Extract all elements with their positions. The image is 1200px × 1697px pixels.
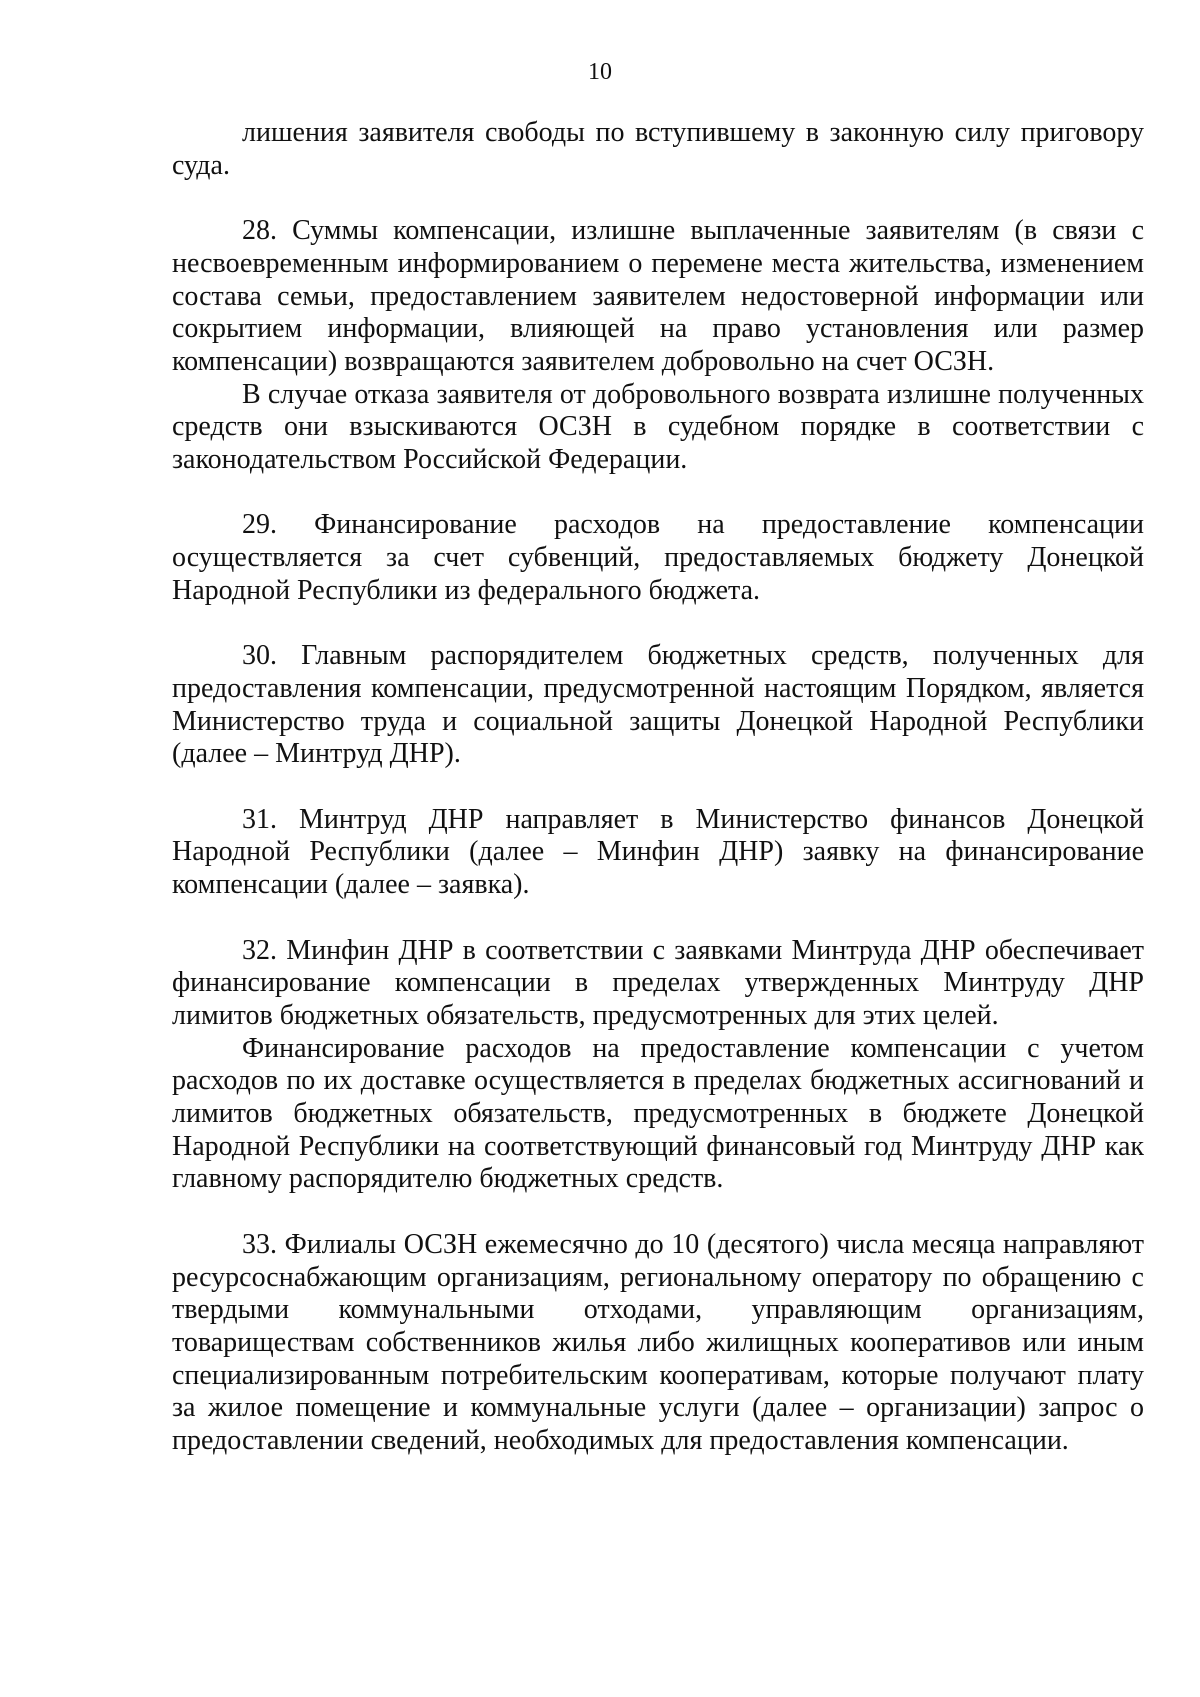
- paragraph-continuation: лишения заявителя свободы по вступившему в законную силу приговору суда.: [172, 117, 1144, 181]
- paragraph-29: 29. Финансирование расходов на предоставление компенсации осуществляется за счет субвенций, предоставляемых бюджету Донецкой Народной Республики из федерального бюджета.: [172, 509, 1144, 606]
- paragraph-28: 28. Суммы компенсации, излишне выплаченные заявителям (в связи с несвоевременным информированием о перемене места жительства, изменением состава семьи, предоставлением заявителем недостоверной информации или сокрытием информации, влияющей на право установления или размер компенсации) возвращаются заявителем добровольно на счет ОСЗН.: [172, 215, 1144, 377]
- paragraph-gap: [172, 902, 1144, 935]
- page-number: 10: [588, 59, 612, 85]
- paragraph-32: 32. Минфин ДНР в соответствии с заявками Минтруда ДНР обеспечивает финансирование компенсации в пределах утвержденных Минтруду ДНР лимитов бюджетных обязательств, предусмотренных для этих целей.: [172, 934, 1144, 1031]
- paragraph-31: 31. Минтруд ДНР направляет в Министерство финансов Донецкой Народной Республики (далее – Минфин ДНР) заявку на финансирование компенсации (далее – заявка).: [172, 803, 1144, 901]
- paragraph-gap: [172, 608, 1144, 641]
- document-body: [172, 117, 1144, 1458]
- paragraph-28-refusal: В случае отказа заявителя от добровольного возврата излишне полученных средств они взыскиваются ОСЗН в судебном порядке в соответствии с законодательством Российской Федерации.: [172, 378, 1144, 476]
- paragraph-gap: [172, 1196, 1144, 1229]
- paragraph-gap: [172, 477, 1144, 510]
- paragraph-32-financing: Финансирование расходов на предоставление компенсации с учетом расходов по их доставке осуществляется в пределах бюджетных ассигнований и лимитов бюджетных обязательств, предусмотренных в бюджете Донецкой Народной Республики на соответствующий финансовый год Минтруду ДНР как главному распорядителю бюджетных средств.: [172, 1032, 1144, 1195]
- paragraph-gap: [172, 182, 1144, 215]
- paragraph-gap: [172, 771, 1144, 804]
- paragraph-30: 30. Главным распорядителем бюджетных средств, полученных для предоставления компенсации, предусмотренной настоящим Порядком, является Министерство труда и социальной защиты Донецкой Народной Республики (далее – Минтруд ДНР).: [172, 640, 1144, 770]
- paragraph-33: 33. Филиалы ОСЗН ежемесячно до 10 (десятого) числа месяца направляют ресурсоснабжающим организациям, региональному оператору по обращению с твердыми коммунальными отходами, управляющим организациям, товариществам собственников жилья либо жилищных кооперативов или иным специализированным потребительским кооперативам, которые получают плату за жилое помещение и коммунальные услуги (далее – организации) запрос о предоставлении сведений, необходимых для предоставления компенсации.: [172, 1228, 1144, 1457]
